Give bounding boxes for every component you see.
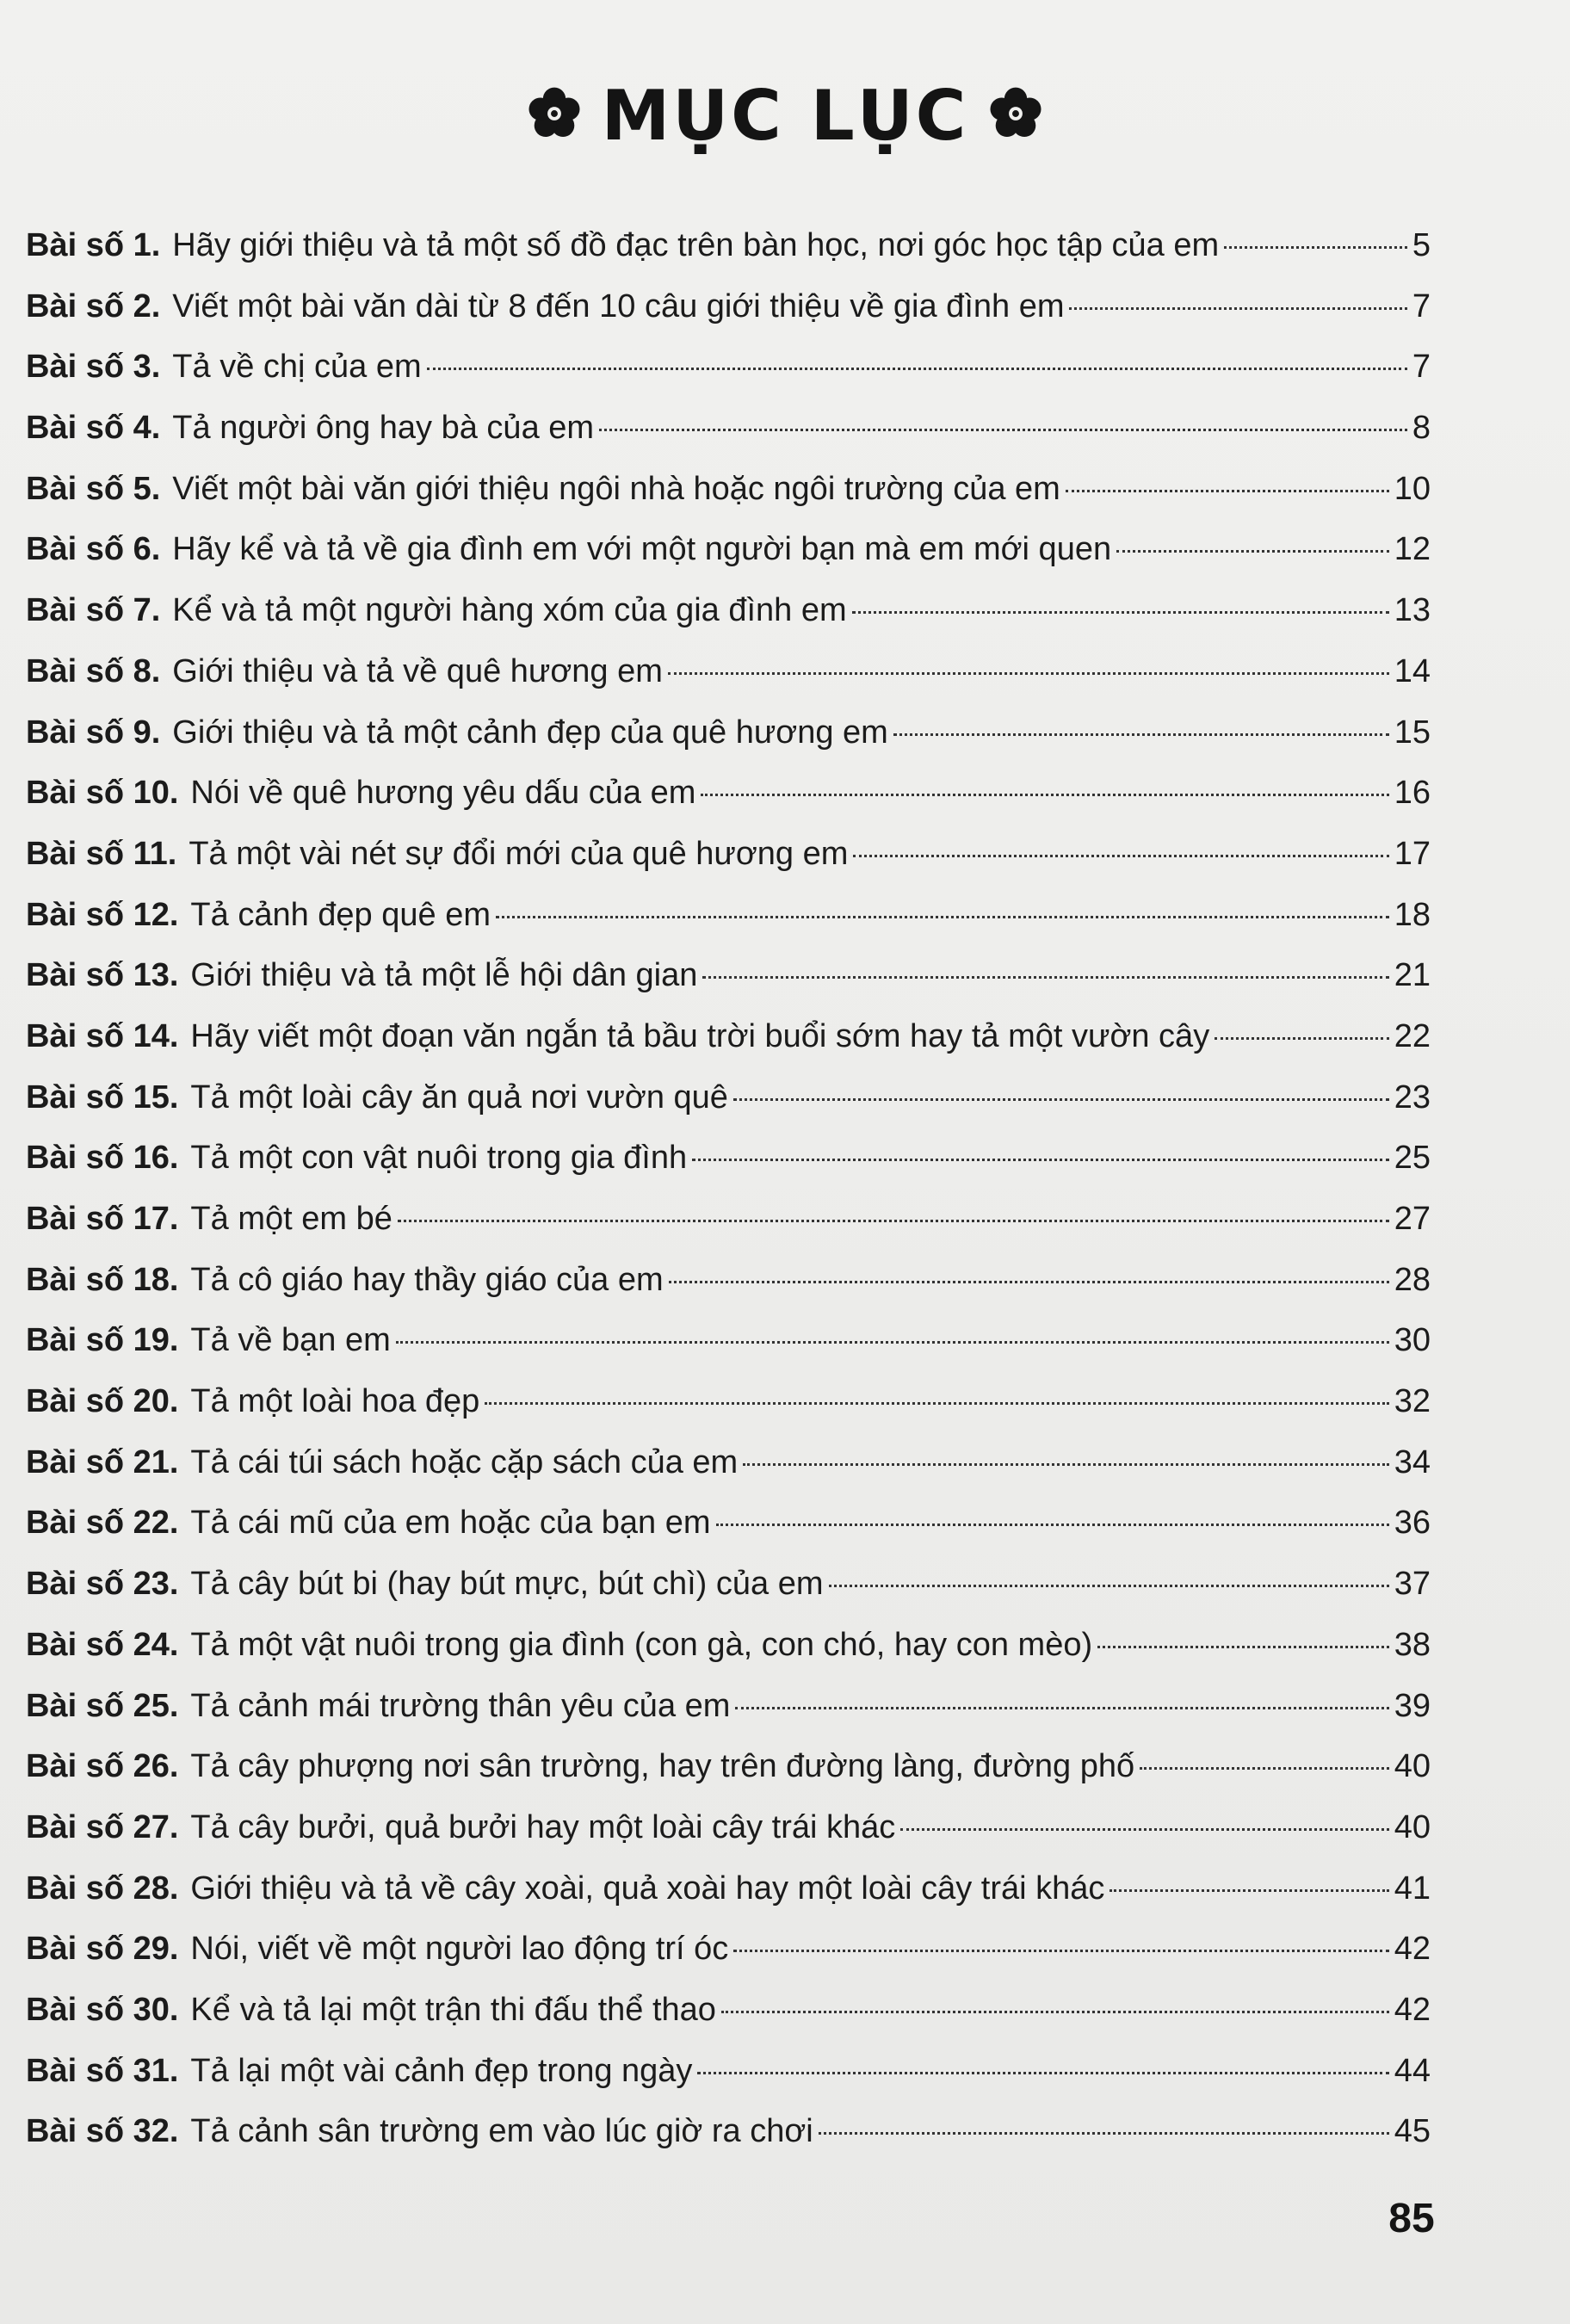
dot-leader	[716, 1524, 1389, 1526]
entry-number: Bài số 13.	[26, 957, 179, 994]
dot-leader	[853, 855, 1388, 857]
entry-number: Bài số 31.	[26, 2052, 179, 2089]
toc-entry[interactable]	[26, 763, 1431, 824]
entry-page: 39	[1394, 1687, 1431, 1724]
toc-entry[interactable]	[26, 215, 1431, 276]
entry-page: 10	[1394, 470, 1431, 507]
entry-number: Bài số 12.	[26, 896, 179, 933]
entry-title: Nói, viết về một người lao động trí óc	[190, 1931, 729, 1968]
entry-page: 41	[1394, 1870, 1431, 1907]
page-title	[0, 76, 1570, 156]
dot-leader	[496, 916, 1389, 918]
entry-page: 7	[1412, 287, 1431, 324]
dot-leader	[427, 368, 1407, 370]
dot-leader	[829, 1585, 1389, 1587]
entry-title: Hãy giới thiệu và tả một số đồ đạc trên bàn học, nơi góc học tập của em	[172, 227, 1220, 263]
entry-title: Giới thiệu và tả về quê hương em	[172, 652, 663, 689]
entry-title: Kể và tả lại một trận thi đấu thể thao	[190, 1991, 716, 2028]
toc-entry[interactable]	[26, 2101, 1431, 2162]
entry-title: Viết một bài văn giới thiệu ngôi nhà hoặc ngôi trường của em	[172, 470, 1060, 507]
dot-leader	[900, 1828, 1388, 1831]
entry-page: 42	[1394, 1991, 1431, 2028]
entry-page: 17	[1394, 835, 1431, 872]
toc-entry[interactable]	[26, 1493, 1431, 1554]
entry-number: Bài số 27.	[26, 1808, 179, 1845]
entry-title: Tả cây phượng nơi sân trường, hay trên đường làng, đường phố	[190, 1748, 1135, 1785]
dot-leader	[743, 1463, 1389, 1466]
entry-page: 22	[1394, 1017, 1431, 1054]
entry-page: 32	[1394, 1383, 1431, 1420]
toc-entry[interactable]	[26, 1189, 1431, 1250]
entry-page: 34	[1394, 1443, 1431, 1480]
dot-leader	[669, 1281, 1389, 1283]
toc-entry[interactable]	[26, 641, 1431, 702]
toc-entry[interactable]	[26, 1858, 1431, 1919]
entry-title: Giới thiệu và tả một lễ hội dân gian	[190, 957, 698, 994]
entry-page: 40	[1394, 1748, 1431, 1785]
dot-leader	[819, 2132, 1389, 2135]
dot-leader	[692, 1159, 1389, 1161]
dot-leader	[485, 1402, 1388, 1405]
toc-entry[interactable]	[26, 1736, 1431, 1797]
entry-number: Bài số 30.	[26, 1991, 179, 2028]
dot-leader	[396, 1341, 1389, 1344]
title-text: MỤC LỤC	[601, 76, 969, 156]
entry-page: 12	[1394, 531, 1431, 568]
entry-page: 30	[1394, 1322, 1431, 1359]
entry-title: Tả cô giáo hay thầy giáo của em	[190, 1261, 664, 1298]
entry-title: Tả lại một vài cảnh đẹp trong ngày	[190, 2052, 693, 2089]
entry-title: Giới thiệu và tả về cây xoài, quả xoài hay một loài cây trái khác	[190, 1870, 1105, 1907]
dot-leader	[1215, 1037, 1389, 1040]
entry-title: Tả một vài nét sự đổi mới của quê hương em	[189, 835, 849, 872]
toc-entry[interactable]	[26, 276, 1431, 337]
entry-title: Tả về chị của em	[172, 349, 422, 386]
toc-entry[interactable]	[26, 1432, 1431, 1493]
entry-number: Bài số 3.	[26, 349, 161, 386]
toc-entry[interactable]	[26, 1676, 1431, 1737]
entry-number: Bài số 2.	[26, 287, 161, 324]
dot-leader	[1224, 246, 1407, 249]
entry-title: Tả cảnh sân trường em vào lúc giờ ra chơi	[190, 2113, 813, 2150]
toc-entry[interactable]	[26, 459, 1431, 520]
entry-page: 18	[1394, 896, 1431, 933]
entry-page: 37	[1394, 1566, 1431, 1603]
entry-title: Tả cảnh mái trường thân yêu của em	[190, 1687, 731, 1724]
entry-title: Viết một bài văn dài từ 8 đến 10 câu giới thiệu về gia đình em	[172, 287, 1065, 324]
entry-title: Tả một loài hoa đẹp	[190, 1383, 480, 1420]
toc-entry[interactable]	[26, 945, 1431, 1006]
entry-page: 38	[1394, 1626, 1431, 1663]
entry-title: Tả một loài cây ăn quả nơi vườn quê	[190, 1079, 728, 1116]
dot-leader	[735, 1707, 1388, 1709]
entry-number: Bài số 26.	[26, 1748, 179, 1785]
entry-number: Bài số 7.	[26, 592, 161, 629]
flower-icon	[526, 85, 583, 142]
entry-page: 15	[1394, 714, 1431, 751]
entry-number: Bài số 14.	[26, 1017, 179, 1054]
entry-page: 45	[1394, 2113, 1431, 2150]
entry-page: 42	[1394, 1931, 1431, 1968]
toc-entry[interactable]	[26, 1067, 1431, 1128]
dot-leader	[1116, 550, 1389, 553]
dot-leader	[733, 1950, 1388, 1952]
entry-page: 40	[1394, 1808, 1431, 1845]
entry-page: 23	[1394, 1079, 1431, 1116]
toc-entry[interactable]	[26, 824, 1431, 885]
dot-leader	[701, 794, 1388, 796]
entry-number: Bài số 20.	[26, 1383, 179, 1420]
entry-title: Tả một vật nuôi trong gia đình (con gà, con chó, hay con mèo)	[190, 1626, 1093, 1663]
entry-number: Bài số 18.	[26, 1261, 179, 1298]
page-number: 85	[1388, 2196, 1435, 2241]
entry-number: Bài số 1.	[26, 227, 161, 263]
dot-leader	[697, 2072, 1388, 2074]
entry-title: Tả về bạn em	[190, 1322, 391, 1359]
entry-title: Tả cái túi sách hoặc cặp sách của em	[190, 1443, 739, 1480]
entry-title: Tả cái mũ của em hoặc của bạn em	[190, 1505, 711, 1542]
dot-leader	[893, 733, 1389, 736]
dot-leader	[1110, 1889, 1388, 1892]
entry-title: Tả cây bưởi, quả bưởi hay một loài cây trái khác	[190, 1808, 896, 1845]
dot-leader	[668, 672, 1389, 675]
entry-page: 8	[1412, 410, 1431, 447]
entry-number: Bài số 29.	[26, 1931, 179, 1968]
entry-page: 16	[1394, 775, 1431, 812]
dot-leader	[398, 1220, 1389, 1222]
entry-page: 25	[1394, 1140, 1431, 1177]
entry-title: Tả một em bé	[190, 1201, 392, 1237]
toc-entry[interactable]	[26, 1310, 1431, 1371]
entry-page: 27	[1394, 1201, 1431, 1237]
entry-title: Hãy viết một đoạn văn ngắn tả bầu trời buổi sớm hay tả một vườn cây	[190, 1017, 1210, 1054]
entry-number: Bài số 21.	[26, 1443, 179, 1480]
toc-entry[interactable]	[26, 1980, 1431, 2041]
toc-entry[interactable]	[26, 398, 1431, 459]
entry-page: 5	[1412, 227, 1431, 263]
toc-entry[interactable]	[26, 2041, 1431, 2102]
entry-title: Tả một con vật nuôi trong gia đình	[190, 1140, 688, 1177]
entry-number: Bài số 4.	[26, 410, 161, 447]
entry-number: Bài số 16.	[26, 1140, 179, 1177]
entry-title: Tả cây bút bi (hay bút mực, bút chì) của em	[190, 1566, 824, 1603]
entry-title: Hãy kể và tả về gia đình em với một người bạn mà em mới quen	[172, 531, 1112, 568]
entry-page: 21	[1394, 957, 1431, 994]
entry-number: Bài số 17.	[26, 1201, 179, 1237]
entry-number: Bài số 25.	[26, 1687, 179, 1724]
entry-title: Kể và tả một người hàng xóm của gia đình em	[172, 592, 847, 629]
entry-number: Bài số 19.	[26, 1322, 179, 1359]
dot-leader	[1069, 307, 1406, 310]
dot-leader	[1140, 1767, 1389, 1770]
entry-number: Bài số 8.	[26, 652, 161, 689]
entry-number: Bài số 15.	[26, 1079, 179, 1116]
entry-number: Bài số 6.	[26, 531, 161, 568]
entry-page: 28	[1394, 1261, 1431, 1298]
toc-entry[interactable]	[26, 580, 1431, 641]
entry-page: 7	[1412, 349, 1431, 386]
toc-entry[interactable]	[26, 1797, 1431, 1858]
entry-page: 36	[1394, 1505, 1431, 1542]
toc-entry[interactable]	[26, 702, 1431, 763]
table-of-contents	[26, 215, 1431, 2162]
dot-leader	[702, 976, 1388, 979]
dot-leader	[721, 2011, 1389, 2013]
toc-entry[interactable]	[26, 1371, 1431, 1432]
entry-number: Bài số 28.	[26, 1870, 179, 1907]
entry-page: 14	[1394, 652, 1431, 689]
toc-entry[interactable]	[26, 337, 1431, 398]
dot-leader	[733, 1098, 1389, 1101]
entry-number: Bài số 32.	[26, 2113, 179, 2150]
dot-leader	[1066, 490, 1389, 492]
entry-page: 13	[1394, 592, 1431, 629]
toc-entry[interactable]	[26, 885, 1431, 946]
flower-icon	[987, 85, 1044, 142]
entry-number: Bài số 5.	[26, 470, 161, 507]
toc-entry[interactable]	[26, 519, 1431, 580]
toc-entry[interactable]	[26, 1615, 1431, 1676]
entry-page: 44	[1394, 2052, 1431, 2089]
dot-leader	[852, 611, 1389, 614]
entry-title: Giới thiệu và tả một cảnh đẹp của quê hương em	[172, 714, 888, 751]
dot-leader	[599, 429, 1407, 431]
entry-number: Bài số 11.	[26, 835, 177, 872]
entry-number: Bài số 9.	[26, 714, 161, 751]
entry-title: Nói về quê hương yêu dấu của em	[190, 775, 696, 812]
entry-title: Tả người ông hay bà của em	[172, 410, 595, 447]
entry-title: Tả cảnh đẹp quê em	[190, 896, 491, 933]
dot-leader	[1097, 1646, 1389, 1648]
toc-entry[interactable]	[26, 1250, 1431, 1311]
toc-entry[interactable]	[26, 1554, 1431, 1615]
entry-number: Bài số 23.	[26, 1566, 179, 1603]
entry-number: Bài số 10.	[26, 775, 179, 812]
entry-number: Bài số 24.	[26, 1626, 179, 1663]
toc-entry[interactable]	[26, 1128, 1431, 1189]
entry-number: Bài số 22.	[26, 1505, 179, 1542]
toc-entry[interactable]	[26, 1006, 1431, 1067]
toc-entry[interactable]	[26, 1919, 1431, 1980]
